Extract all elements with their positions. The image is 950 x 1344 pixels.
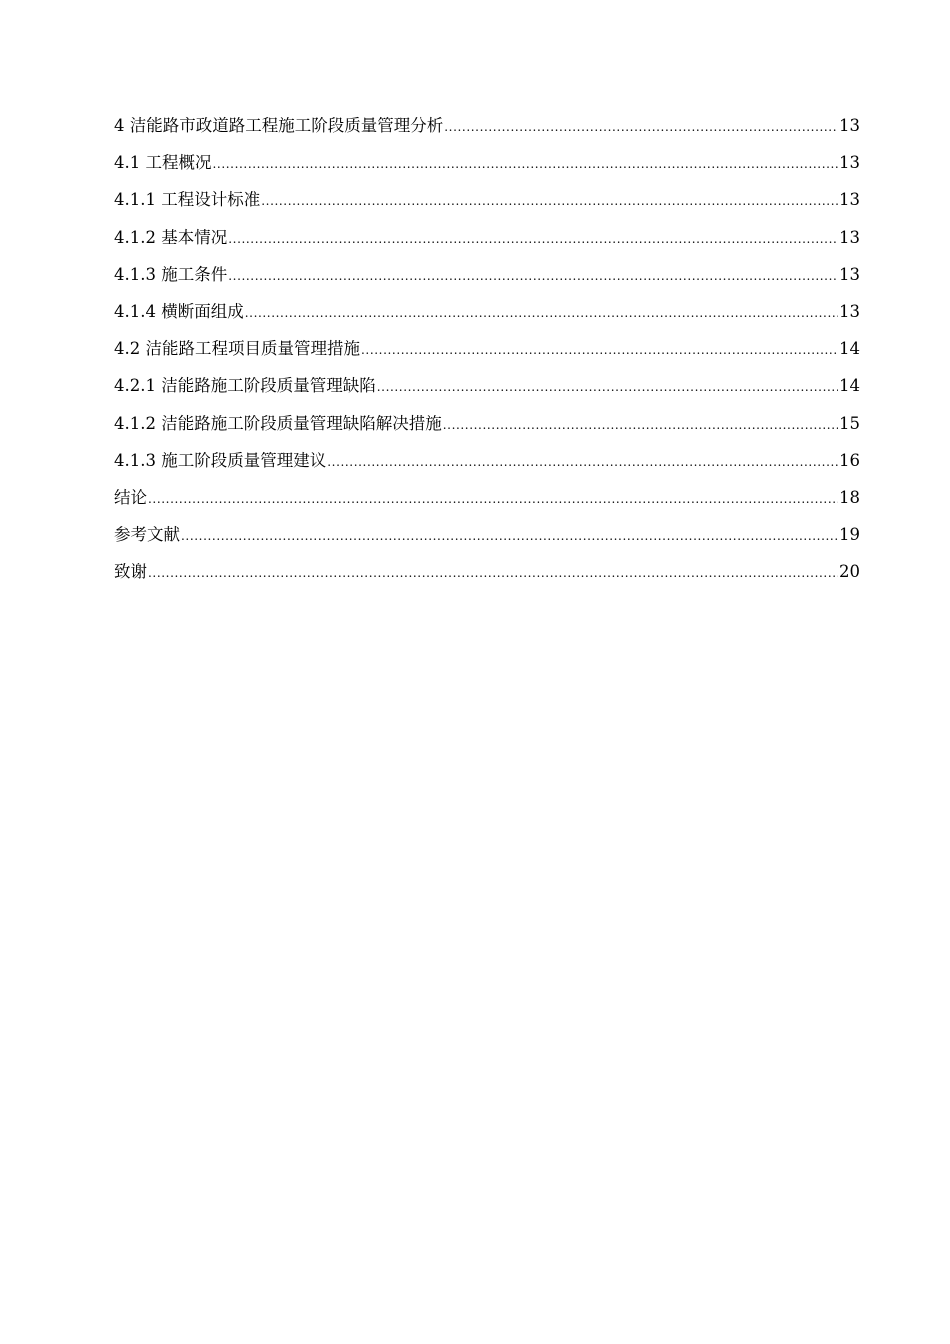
toc-entry-page-number: 13 bbox=[839, 153, 860, 173]
toc-entry-page-number: 13 bbox=[839, 190, 860, 210]
toc-entry[interactable] bbox=[114, 300, 860, 337]
dot-leader bbox=[261, 188, 838, 213]
toc-entry-page-number: 13 bbox=[839, 264, 860, 284]
toc-entry-title: 4.2 洁能路工程项目质量管理措施 bbox=[114, 339, 360, 359]
toc-entry[interactable] bbox=[114, 226, 860, 263]
toc-entry[interactable] bbox=[114, 560, 860, 597]
dot-leader bbox=[228, 263, 838, 288]
dot-leader bbox=[148, 486, 838, 511]
dot-leader bbox=[181, 523, 838, 548]
toc-entry-title: 4.1.3 施工条件 bbox=[114, 264, 228, 284]
toc-entry[interactable] bbox=[114, 337, 860, 374]
toc-entry-title: 参考文献 bbox=[114, 525, 180, 545]
toc-entry-title: 4.1 工程概况 bbox=[114, 153, 212, 173]
dot-leader bbox=[245, 300, 838, 325]
toc-entry-page-number: 14 bbox=[839, 339, 860, 359]
toc-entry[interactable] bbox=[114, 114, 860, 151]
toc-entry-page-number: 16 bbox=[839, 450, 860, 470]
toc-entry[interactable] bbox=[114, 151, 860, 188]
toc-entry-page-number: 14 bbox=[839, 376, 860, 396]
toc-entry[interactable] bbox=[114, 523, 860, 560]
toc-entry-page-number: 20 bbox=[839, 562, 860, 582]
dot-leader bbox=[361, 337, 838, 362]
toc-entry-title: 结论 bbox=[114, 487, 147, 507]
dot-leader bbox=[213, 151, 839, 176]
toc-entry[interactable] bbox=[114, 263, 860, 300]
toc-entry-page-number: 13 bbox=[839, 301, 860, 321]
toc-entry-title: 4.1.2 洁能路施工阶段质量管理缺陷解决措施 bbox=[114, 413, 442, 433]
toc-entry-page-number: 18 bbox=[839, 487, 860, 507]
dot-leader bbox=[443, 412, 838, 437]
toc-entry-title: 4 洁能路市政道路工程施工阶段质量管理分析 bbox=[114, 116, 444, 135]
dot-leader bbox=[377, 374, 838, 399]
toc-entry-page-number: 19 bbox=[839, 525, 860, 545]
toc-entry[interactable] bbox=[114, 412, 860, 449]
toc-entry[interactable] bbox=[114, 486, 860, 523]
toc-entry-title: 4.1.3 施工阶段质量管理建议 bbox=[114, 450, 327, 470]
toc-entry-page-number: 13 bbox=[839, 227, 860, 247]
dot-leader bbox=[148, 560, 838, 585]
toc-entry-page-number: 15 bbox=[839, 413, 860, 433]
dot-leader bbox=[444, 114, 838, 139]
toc-entry[interactable] bbox=[114, 374, 860, 411]
toc-entry-title: 4.2.1 洁能路施工阶段质量管理缺陷 bbox=[114, 376, 376, 396]
toc-entry-title: 致谢 bbox=[114, 562, 147, 582]
toc-entry[interactable] bbox=[114, 449, 860, 486]
toc-entry-title: 4.1.2 基本情况 bbox=[114, 227, 228, 247]
dot-leader bbox=[327, 449, 838, 474]
toc-entry-page-number: 13 bbox=[839, 116, 860, 135]
table-of-contents bbox=[114, 114, 860, 597]
toc-entry-title: 4.1.1 工程设计标准 bbox=[114, 190, 261, 210]
toc-entry[interactable] bbox=[114, 188, 860, 225]
toc-entry-title: 4.1.4 横断面组成 bbox=[114, 301, 244, 321]
dot-leader bbox=[228, 226, 838, 251]
